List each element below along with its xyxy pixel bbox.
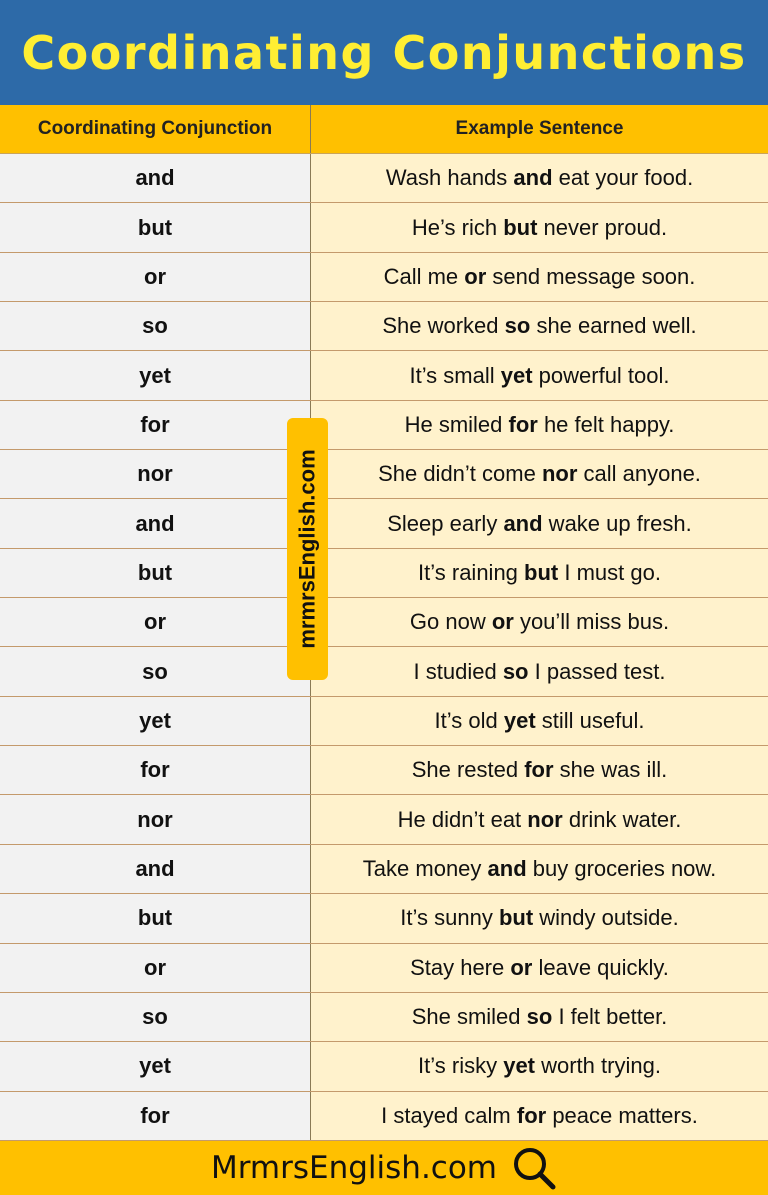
example-text-after: powerful tool. bbox=[532, 362, 670, 388]
conjunction-cell: but bbox=[0, 894, 311, 942]
example-text-after: I felt better. bbox=[552, 1004, 668, 1030]
example-conjunction-bold: but bbox=[524, 559, 559, 585]
example-cell bbox=[311, 1042, 768, 1090]
example-cell bbox=[311, 302, 768, 350]
footer-site: MrmrsEnglish.com bbox=[210, 1150, 498, 1186]
example-conjunction-bold: but bbox=[498, 905, 534, 931]
example-text-after: she earned well. bbox=[530, 313, 697, 339]
example-conjunction-bold: nor bbox=[541, 461, 578, 487]
table-row bbox=[0, 351, 768, 400]
example-conjunction-bold: and bbox=[503, 510, 543, 536]
example-text-before: It’s old bbox=[434, 707, 504, 733]
table-row bbox=[0, 401, 768, 450]
example-conjunction-bold: so bbox=[526, 1004, 553, 1030]
example-cell bbox=[311, 845, 768, 893]
conjunction-cell: yet bbox=[0, 697, 311, 745]
example-cell bbox=[311, 351, 768, 399]
conjunction-cell: and bbox=[0, 154, 311, 202]
watermark-text: mrmrsEnglish.com bbox=[294, 449, 320, 649]
example-conjunction-bold: for bbox=[508, 411, 538, 437]
example-text-before: Stay here bbox=[410, 954, 511, 980]
conjunction-cell: nor bbox=[0, 450, 311, 498]
example-text-after: call anyone. bbox=[577, 461, 701, 487]
example-text-before: Wash hands bbox=[385, 165, 514, 191]
table-row bbox=[0, 253, 768, 302]
table-row bbox=[0, 154, 768, 203]
example-conjunction-bold: nor bbox=[527, 806, 563, 832]
example-cell bbox=[311, 697, 768, 745]
conjunction-cell: so bbox=[0, 302, 311, 350]
example-text-after: eat your food. bbox=[552, 165, 694, 191]
example-text-after: leave quickly. bbox=[532, 954, 669, 980]
table-row bbox=[0, 993, 768, 1042]
table-row bbox=[0, 549, 768, 598]
table-row bbox=[0, 203, 768, 252]
example-cell bbox=[311, 944, 768, 992]
page-title: Coordinating Conjunctions bbox=[21, 25, 747, 80]
footer bbox=[0, 1141, 768, 1195]
conjunction-cell: for bbox=[0, 401, 311, 449]
conjunction-cell: or bbox=[0, 253, 311, 301]
example-cell bbox=[311, 499, 768, 547]
example-text-before: I stayed calm bbox=[381, 1102, 517, 1128]
table-row bbox=[0, 1092, 768, 1141]
conjunction-cell: so bbox=[0, 993, 311, 1041]
conjunction-cell: and bbox=[0, 845, 311, 893]
table-row bbox=[0, 697, 768, 746]
table-row bbox=[0, 845, 768, 894]
example-text-before: It’s small bbox=[409, 362, 501, 388]
example-cell bbox=[311, 203, 768, 251]
example-text-after: you’ll miss bus. bbox=[513, 609, 670, 635]
example-cell bbox=[311, 795, 768, 843]
example-text-before: She didn’t come bbox=[378, 461, 542, 487]
example-cell bbox=[311, 894, 768, 942]
example-conjunction-bold: and bbox=[487, 855, 527, 881]
table-row bbox=[0, 795, 768, 844]
example-text-before: Take money bbox=[362, 855, 488, 881]
conjunction-cell: and bbox=[0, 499, 311, 547]
example-text-after: drink water. bbox=[562, 806, 682, 832]
example-text-after: send message soon. bbox=[486, 263, 696, 289]
example-text-before: I studied bbox=[413, 658, 503, 684]
table-body bbox=[0, 154, 768, 1141]
table-row bbox=[0, 944, 768, 993]
example-text-before: She worked bbox=[382, 313, 505, 339]
example-cell bbox=[311, 253, 768, 301]
example-text-before: He didn’t eat bbox=[397, 806, 528, 832]
example-text-after: still useful. bbox=[535, 707, 645, 733]
example-text-before: It’s raining bbox=[418, 559, 525, 585]
example-text-before: He smiled bbox=[404, 411, 509, 437]
conjunction-cell: yet bbox=[0, 351, 311, 399]
example-cell bbox=[311, 598, 768, 646]
conjunction-cell: nor bbox=[0, 795, 311, 843]
example-text-after: windy outside. bbox=[533, 905, 679, 931]
example-text-after: never proud. bbox=[537, 214, 668, 240]
example-text-before: He’s rich bbox=[411, 214, 504, 240]
example-conjunction-bold: and bbox=[513, 165, 553, 191]
table-header bbox=[0, 105, 768, 154]
example-conjunction-bold: yet bbox=[503, 1053, 535, 1079]
example-text-before: Call me bbox=[383, 263, 465, 289]
table-row bbox=[0, 598, 768, 647]
example-text-after: I must go. bbox=[558, 559, 661, 585]
example-conjunction-bold: but bbox=[503, 214, 538, 240]
example-conjunction-bold: for bbox=[524, 757, 554, 783]
table-row bbox=[0, 647, 768, 696]
conjunction-cell: for bbox=[0, 1092, 311, 1140]
table-row bbox=[0, 499, 768, 548]
example-text-after: buy groceries now. bbox=[526, 855, 717, 881]
example-conjunction-bold: so bbox=[502, 658, 529, 684]
conjunction-cell: or bbox=[0, 598, 311, 646]
example-conjunction-bold: yet bbox=[503, 707, 536, 733]
conjunction-cell: or bbox=[0, 944, 311, 992]
magnifier-icon bbox=[511, 1145, 557, 1191]
example-text-before: It’s sunny bbox=[400, 905, 499, 931]
table-row bbox=[0, 894, 768, 943]
conjunction-cell: yet bbox=[0, 1042, 311, 1090]
table-row bbox=[0, 1042, 768, 1091]
title-bar bbox=[0, 0, 768, 105]
example-text-before: She rested bbox=[411, 757, 525, 783]
header-example: Example Sentence bbox=[455, 118, 624, 139]
example-conjunction-bold: or bbox=[491, 609, 514, 635]
conjunction-cell: so bbox=[0, 647, 311, 695]
example-cell bbox=[311, 401, 768, 449]
example-cell bbox=[311, 549, 768, 597]
conjunction-cell: but bbox=[0, 203, 311, 251]
example-text-before: Go now bbox=[409, 609, 492, 635]
example-text-after: peace matters. bbox=[546, 1102, 698, 1128]
watermark-badge bbox=[287, 418, 328, 680]
example-text-after: she was ill. bbox=[553, 757, 668, 783]
example-cell bbox=[311, 1092, 768, 1140]
header-conjunction: Coordinating Conjunction bbox=[0, 105, 311, 153]
example-conjunction-bold: or bbox=[510, 954, 533, 980]
example-text-before: It’s risky bbox=[418, 1053, 504, 1079]
example-text-after: I passed test. bbox=[528, 658, 666, 684]
example-text-after: he felt happy. bbox=[537, 411, 675, 437]
conjunction-cell: but bbox=[0, 549, 311, 597]
example-cell bbox=[311, 647, 768, 695]
example-cell bbox=[311, 993, 768, 1041]
example-text-after: worth trying. bbox=[535, 1053, 661, 1079]
example-conjunction-bold: for bbox=[516, 1102, 547, 1128]
table-row bbox=[0, 746, 768, 795]
example-cell bbox=[311, 450, 768, 498]
table-row bbox=[0, 302, 768, 351]
example-conjunction-bold: so bbox=[504, 313, 531, 339]
example-text-before: Sleep early bbox=[387, 510, 504, 536]
conjunction-cell: for bbox=[0, 746, 311, 794]
table-row bbox=[0, 450, 768, 499]
example-conjunction-bold: or bbox=[464, 263, 487, 289]
example-conjunction-bold: yet bbox=[500, 362, 533, 388]
example-text-after: wake up fresh. bbox=[542, 510, 692, 536]
example-text-before: She smiled bbox=[411, 1004, 527, 1030]
example-cell bbox=[311, 746, 768, 794]
example-cell bbox=[311, 154, 768, 202]
